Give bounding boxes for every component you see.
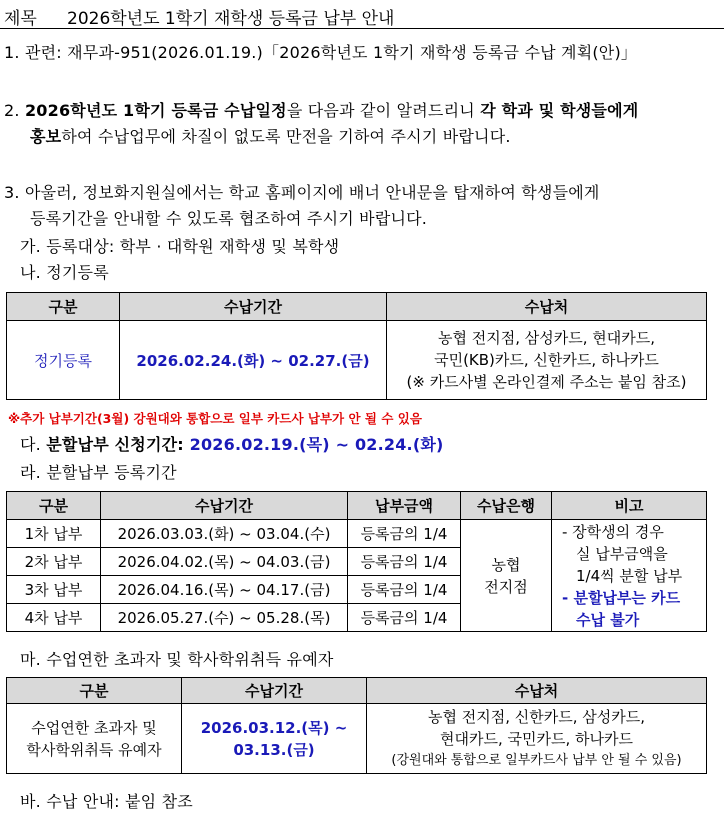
table2-header-type: 구분 [7,492,101,520]
section-ma: 마. 수업연한 초과자 및 학사학위취득 유예자 [20,650,334,669]
table1-header-place: 수납처 [387,293,707,321]
section-da-date: 2026.02.19.(목) ~ 02.24.(화) [189,435,444,454]
table3-header-type: 구분 [7,678,182,704]
table1-type: 정기등록 [7,321,120,400]
table3-place-line-3: (강원대와 통합으로 일부카드사 납부 안 될 수 있음) [391,752,682,768]
table3-period [182,704,367,774]
overdue-students-table [6,677,707,774]
table2-header-period: 수납기간 [101,492,348,520]
table1-header-type: 구분 [7,293,120,321]
section-da [20,432,444,455]
remark-line-1: - 장학생의 경우 [562,522,664,541]
section-ga: 가. 등록대상: 학부 · 대학원 재학생 및 복학생 [20,237,340,256]
item-1-reference: 1. 관련: 재무과-951(2026.01.19.)「2026학년도 1학기 재학생 등록금 수납 계획(안)」 [4,43,638,62]
installment-remark [552,520,707,632]
item-2-schedule: 2026학년도 1학기 등록금 수납일정 [24,101,287,120]
table1-place-line-1: 농협 전지점, 삼성카드, 현대카드, [438,329,655,347]
table2-header-remark: 비고 [552,492,707,520]
section-da-text: 분할납부 신청기간: [46,435,190,454]
table3-place [367,704,707,774]
table2-header-amount: 납부금액 [348,492,461,520]
title-divider [0,28,724,29]
installment-type: 1차 납부 [7,520,101,548]
table3-place-line-2: 현대카드, 국민카드, 하나카드 [440,729,633,748]
table1-header-period: 수납기간 [120,293,387,321]
item-2-rest: 하여 수납업무에 차질이 없도록 만전을 기하여 주시기 바랍니다. [61,127,511,146]
item-2-line-1 [4,98,638,121]
table-row [7,520,707,548]
installment-period: 2026.04.02.(목) ~ 04.03.(금) [101,548,348,576]
table3-place-line-1: 농협 전지점, 신한카드, 삼성카드, [428,707,645,726]
table3-period-line-2: 03.13.(금) [233,740,315,759]
installment-table [6,491,707,632]
installment-amount: 등록금의 1/4 [348,576,461,604]
installment-period: 2026.03.03.(화) ~ 03.04.(수) [101,520,348,548]
item-2-promote: 홍보 [30,127,62,146]
table3-header-period: 수납기간 [182,678,367,704]
table3-type-line-2: 학사학위취득 유예자 [26,740,162,759]
table1-place-line-2: 국민(KB)카드, 신한카드, 하나카드 [434,351,659,369]
installment-type: 3차 납부 [7,576,101,604]
installment-period: 2026.05.27.(수) ~ 05.28.(목) [101,604,348,632]
table3-header-place: 수납처 [367,678,707,704]
table1-period: 2026.02.24.(화) ~ 02.27.(금) [120,321,387,400]
table1-place [387,321,707,400]
item-2-target: 각 학과 및 학생들에게 [480,101,639,120]
item-3-line-2: 등록기간을 안내할 수 있도록 협조하여 주시기 바랍니다. [30,209,428,228]
table3-type-line-1: 수업연한 초과자 및 [31,718,157,737]
additional-period-note: ※추가 납부기간(3월) 강원대와 통합으로 일부 카드사 납부가 안 될 수 있음 [8,411,422,426]
remark-line-4: - 분할납부는 카드 [562,588,681,607]
page-title: 2026학년도 1학기 재학생 등록금 납부 안내 [67,9,395,29]
installment-amount: 등록금의 1/4 [348,520,461,548]
installment-bank-line-2: 전지점 [484,577,528,596]
installment-amount: 등록금의 1/4 [348,604,461,632]
installment-bank [461,520,552,632]
table1-place-line-3: (※ 카드사별 온라인결제 주소는 붙임 참조) [406,373,687,391]
section-ba: 바. 수납 안내: 붙임 참조 [20,792,193,811]
installment-amount: 등록금의 1/4 [348,548,461,576]
item-2-mid: 을 다음과 같이 알려드리니 [286,101,481,120]
item-2-number: 2. [4,101,25,120]
installment-bank-line-1: 농협 [491,555,521,574]
section-ra: 라. 분할납부 등록기간 [20,463,177,482]
section-na: 나. 정기등록 [20,263,109,282]
section-da-label: 다. [20,435,47,454]
remark-line-5: 수납 불가 [576,610,640,629]
item-2-line-2 [30,124,511,147]
table3-period-line-1: 2026.03.12.(목) ~ [200,718,348,737]
installment-type: 4차 납부 [7,604,101,632]
remark-line-3: 1/4씩 분할 납부 [576,566,683,585]
installment-type: 2차 납부 [7,548,101,576]
installment-period: 2026.04.16.(목) ~ 04.17.(금) [101,576,348,604]
table3-type [7,704,182,774]
item-3-line-1: 3. 아울러, 정보화지원실에서는 학교 홈페이지에 배너 안내문을 탑재하여 학생들에게 [4,183,600,202]
remark-line-2: 실 납부금액을 [576,544,668,563]
regular-registration-table [6,292,707,400]
table2-header-bank: 수납은행 [461,492,552,520]
title-label: 제목 [4,9,37,29]
